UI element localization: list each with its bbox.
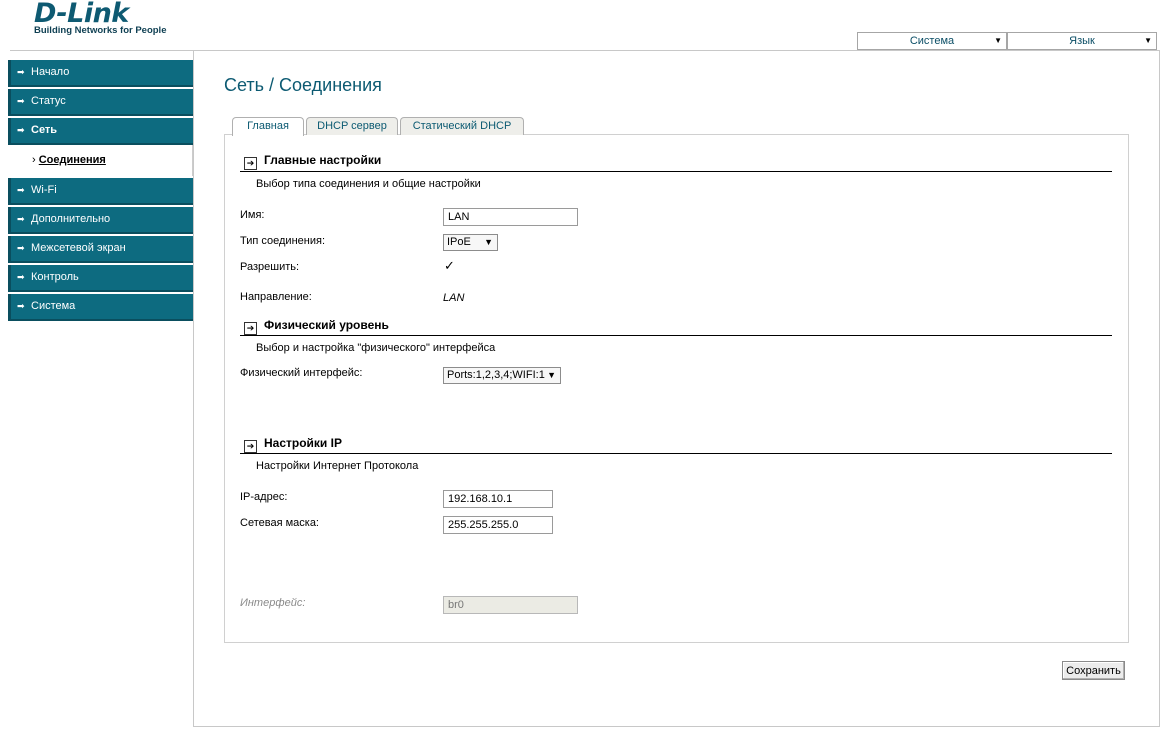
system-menu-select[interactable] xyxy=(857,32,1007,50)
language-menu-label: Язык xyxy=(1069,35,1095,47)
logo-brand: D-Link xyxy=(34,0,129,29)
chevron-down-icon: ▼ xyxy=(994,36,1002,45)
sidebar-item-label: Контроль xyxy=(31,271,79,283)
logo-tagline: Building Networks for People xyxy=(34,25,167,36)
sidebar-item-label: Сеть xyxy=(31,124,58,136)
connection-type-value: IPoE xyxy=(447,236,471,248)
connection-type-label: Тип соединения: xyxy=(240,235,325,247)
arrow-right-icon: ➡ xyxy=(17,185,25,195)
name-input[interactable]: LAN xyxy=(443,208,578,226)
chevron-down-icon: ▼ xyxy=(1144,36,1152,45)
physical-interface-value: Ports:1,2,3,4;WIFI:1 xyxy=(447,369,545,381)
bullet-icon: › xyxy=(32,154,36,166)
sidebar-item-control[interactable] xyxy=(8,265,193,292)
section-arrow-icon: ➔ xyxy=(244,322,257,335)
physical-interface-select[interactable] xyxy=(443,367,561,384)
sidebar-item-label: Межсетевой экран xyxy=(31,242,126,254)
sidebar-item-wifi[interactable] xyxy=(8,178,193,205)
tab-dhcp-server[interactable]: DHCP сервер xyxy=(306,117,398,135)
ip-address-label: IP-адрес: xyxy=(240,491,288,503)
connection-type-select[interactable] xyxy=(443,234,498,251)
interface-label: Интерфейс: xyxy=(240,597,306,609)
sidebar-subitem-label: Соединения xyxy=(38,154,106,166)
arrow-right-icon: ➡ xyxy=(17,96,25,106)
section-divider xyxy=(240,453,1112,454)
arrow-right-icon: ➡ xyxy=(17,272,25,282)
netmask-label: Сетевая маска: xyxy=(240,517,319,529)
chevron-down-icon: ▼ xyxy=(547,370,556,380)
sidebar-item-advanced[interactable] xyxy=(8,207,193,234)
sidebar-item-label: Начало xyxy=(31,66,70,78)
section-title-text: Настройки IP xyxy=(264,436,342,450)
chevron-down-icon: ▼ xyxy=(484,237,493,247)
enable-label: Разрешить: xyxy=(240,261,300,273)
sidebar-item-label: Статус xyxy=(31,95,66,107)
section-arrow-icon: ➔ xyxy=(244,157,257,170)
section-title-ip xyxy=(244,436,342,453)
section-title-physical xyxy=(244,318,389,335)
sidebar-item-system[interactable] xyxy=(8,294,193,321)
sidebar-item-status[interactable] xyxy=(8,89,193,116)
settings-panel xyxy=(224,134,1129,643)
section-title-text: Физический уровень xyxy=(264,318,389,332)
arrow-right-icon: ➡ xyxy=(17,301,25,311)
interface-input: br0 xyxy=(443,596,578,614)
sidebar-subitem-connections[interactable] xyxy=(12,145,193,176)
language-menu-select[interactable] xyxy=(1007,32,1157,50)
direction-value: LAN xyxy=(443,292,465,304)
section-divider xyxy=(240,171,1112,172)
sidebar-top-border xyxy=(10,50,194,52)
sidebar-item-label: Wi-Fi xyxy=(31,184,57,196)
sidebar-item-firewall[interactable] xyxy=(8,236,193,263)
section-divider xyxy=(240,335,1112,336)
arrow-right-icon: ➡ xyxy=(17,67,25,77)
section-title-text: Главные настройки xyxy=(264,153,382,167)
system-menu-label: Система xyxy=(909,35,955,47)
section-title-main xyxy=(244,153,381,170)
direction-label: Направление: xyxy=(240,291,312,303)
section-arrow-icon: ➔ xyxy=(244,440,257,453)
sidebar-item-network[interactable] xyxy=(8,118,193,145)
sidebar-item-label: Дополнительно xyxy=(31,213,111,225)
arrow-right-icon: ➡ xyxy=(17,125,25,135)
section-desc: Выбор и настройка "физического" интерфейса xyxy=(256,342,496,354)
page-title: Сеть / Соединения xyxy=(224,75,382,95)
sidebar-item-label: Система xyxy=(31,300,76,312)
checkmark-icon: ✓ xyxy=(444,258,455,273)
enable-checkbox[interactable] xyxy=(443,260,456,273)
name-label: Имя: xyxy=(240,209,265,221)
tab-static-dhcp[interactable]: Статический DHCP xyxy=(400,117,524,135)
netmask-input[interactable]: 255.255.255.0 xyxy=(443,516,553,534)
sidebar-item-start[interactable] xyxy=(8,60,193,87)
section-desc: Настройки Интернет Протокола xyxy=(256,460,419,472)
arrow-right-icon: ➡ xyxy=(17,243,25,253)
arrow-right-icon: ➡ xyxy=(17,214,25,224)
ip-address-input[interactable]: 192.168.10.1 xyxy=(443,490,553,508)
save-button[interactable]: Сохранить xyxy=(1062,661,1125,680)
section-desc: Выбор типа соединения и общие настройки xyxy=(256,178,481,190)
dlink-logo xyxy=(34,0,167,36)
tab-main[interactable]: Главная xyxy=(232,117,304,136)
physical-interface-label: Физический интерфейс: xyxy=(240,367,363,379)
